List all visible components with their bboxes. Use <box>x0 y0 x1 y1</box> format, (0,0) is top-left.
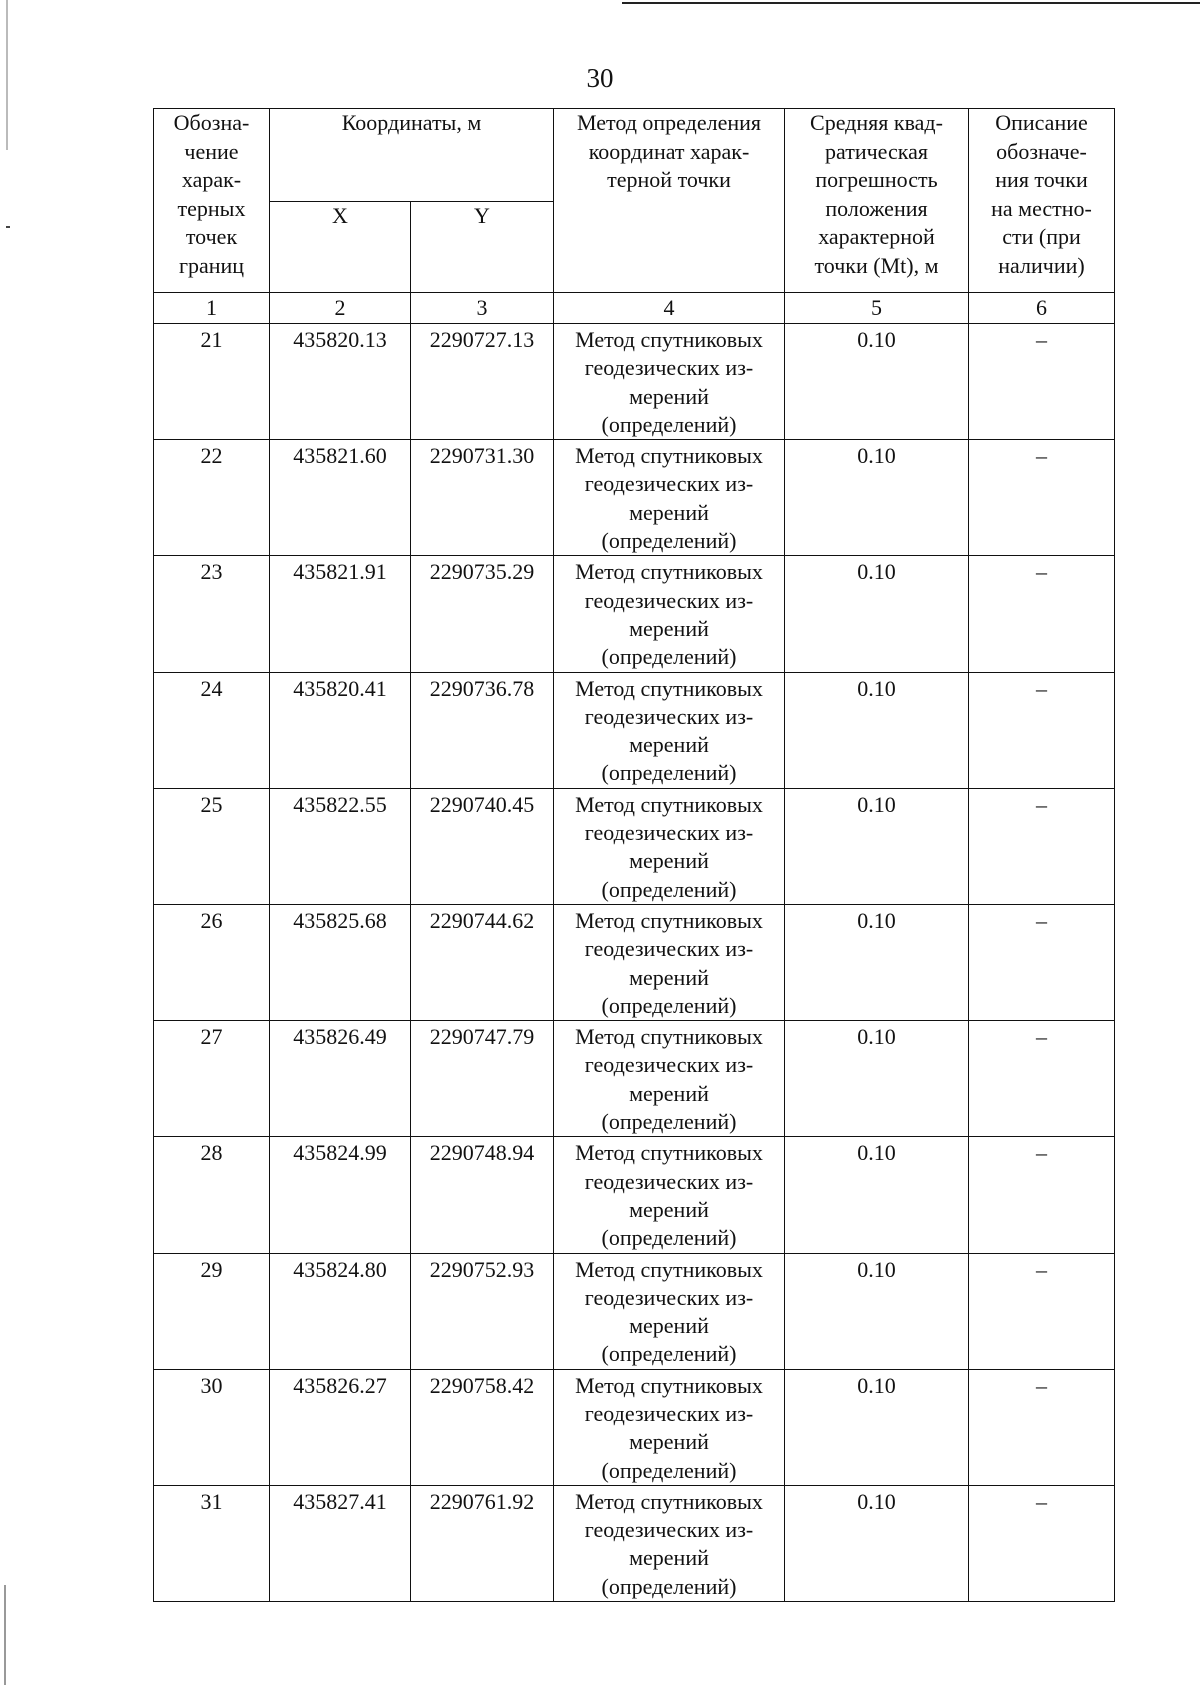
table-row <box>154 672 1115 788</box>
error-value: 0.10 <box>785 440 969 556</box>
error-value: 0.10 <box>785 672 969 788</box>
method-line: Метод спутниковых <box>575 1256 763 1282</box>
method-line: (определений) <box>601 1341 737 1367</box>
header-y: Y <box>411 202 554 293</box>
method-line: Метод спутниковых <box>575 443 763 469</box>
method-line: геодезических из- <box>584 1284 754 1310</box>
coord-y: 2290747.79 <box>411 1021 554 1137</box>
coord-x: 435824.99 <box>270 1137 411 1253</box>
method-line: мерений <box>629 848 709 874</box>
method-cell <box>554 1021 785 1137</box>
header-error <box>785 109 969 293</box>
column-number: 3 <box>411 293 554 324</box>
method-line: Метод спутниковых <box>575 791 763 817</box>
point-number: 21 <box>154 324 270 440</box>
method-line: геодезических из- <box>584 820 754 846</box>
method-line: геодезических из- <box>584 1168 754 1194</box>
coord-y: 2290735.29 <box>411 556 554 672</box>
header-description <box>969 109 1115 293</box>
method-line: Метод спутниковых <box>575 1024 763 1050</box>
point-description: – <box>969 904 1115 1020</box>
table-row <box>154 1137 1115 1253</box>
method-cell <box>554 904 785 1020</box>
method-line: (определений) <box>601 644 737 670</box>
method-line: Метод спутниковых <box>575 1372 763 1398</box>
header-method <box>554 109 785 293</box>
column-number: 1 <box>154 293 270 324</box>
method-line: Метод спутниковых <box>575 559 763 585</box>
header-line: характерной <box>818 224 935 249</box>
coord-x: 435820.13 <box>270 324 411 440</box>
coord-x: 435825.68 <box>270 904 411 1020</box>
method-line: мерений <box>629 964 709 990</box>
error-value: 0.10 <box>785 904 969 1020</box>
method-line: (определений) <box>601 1457 737 1483</box>
header-line: координат харак- <box>588 138 750 164</box>
column-number: 4 <box>554 293 785 324</box>
coord-x: 435826.49 <box>270 1021 411 1137</box>
header-line: Метод определения <box>576 110 762 135</box>
method-line: геодезических из- <box>584 936 754 962</box>
point-description: – <box>969 1369 1115 1485</box>
method-line: мерений <box>629 1196 709 1222</box>
header-designation <box>154 109 270 293</box>
header-line: точек <box>185 224 238 249</box>
coord-x: 435824.80 <box>270 1253 411 1369</box>
method-cell <box>554 1253 785 1369</box>
header-line: положения <box>825 195 928 221</box>
coord-y: 2290758.42 <box>411 1369 554 1485</box>
method-line: Метод спутниковых <box>575 675 763 701</box>
method-line: мерений <box>629 1545 709 1571</box>
table-row <box>154 1021 1115 1137</box>
method-line: (определений) <box>601 528 737 554</box>
method-line: Метод спутниковых <box>575 1140 763 1166</box>
scan-edge-shadow <box>4 1585 6 1685</box>
table-row <box>154 440 1115 556</box>
coord-y: 2290752.93 <box>411 1253 554 1369</box>
coord-x: 435821.91 <box>270 556 411 672</box>
column-number: 2 <box>270 293 411 324</box>
point-number: 23 <box>154 556 270 672</box>
point-number: 25 <box>154 788 270 904</box>
point-number: 24 <box>154 672 270 788</box>
point-description: – <box>969 1137 1115 1253</box>
table-row <box>154 1369 1115 1485</box>
coord-x: 435826.27 <box>270 1369 411 1485</box>
point-description: – <box>969 556 1115 672</box>
method-line: геодезических из- <box>584 1517 754 1543</box>
method-cell <box>554 440 785 556</box>
header-line: ния точки <box>995 167 1088 192</box>
error-value: 0.10 <box>785 324 969 440</box>
method-line: (определений) <box>601 411 737 437</box>
method-line: геодезических из- <box>584 355 754 381</box>
scan-edge-shadow <box>6 0 8 150</box>
header-line: харак- <box>181 167 242 192</box>
coord-y: 2290731.30 <box>411 440 554 556</box>
coord-y: 2290761.92 <box>411 1485 554 1601</box>
error-value: 0.10 <box>785 1369 969 1485</box>
header-line: обозначе- <box>996 138 1087 164</box>
header-line: погрешность <box>815 167 938 192</box>
table-row <box>154 324 1115 440</box>
coord-y: 2290736.78 <box>411 672 554 788</box>
header-line: точки (Mt), м <box>814 252 939 278</box>
coordinates-table <box>153 108 1115 1602</box>
coord-y: 2290748.94 <box>411 1137 554 1253</box>
table-row <box>154 788 1115 904</box>
coord-x: 435821.60 <box>270 440 411 556</box>
header-line: чение <box>184 138 239 164</box>
error-value: 0.10 <box>785 1021 969 1137</box>
header-line: терных <box>177 195 246 221</box>
point-description: – <box>969 672 1115 788</box>
page-number: 30 <box>586 63 614 93</box>
method-line: Метод спутниковых <box>575 907 763 933</box>
coord-y: 2290740.45 <box>411 788 554 904</box>
header-line: наличии) <box>998 252 1085 278</box>
point-description: – <box>969 324 1115 440</box>
point-description: – <box>969 1485 1115 1601</box>
error-value: 0.10 <box>785 1253 969 1369</box>
error-value: 0.10 <box>785 1137 969 1253</box>
point-description: – <box>969 1253 1115 1369</box>
method-line: мерений <box>629 1429 709 1455</box>
header-line: ратическая <box>825 138 928 164</box>
method-line: геодезических из- <box>584 471 754 497</box>
method-line: Метод спутниковых <box>575 1488 763 1514</box>
method-cell <box>554 672 785 788</box>
header-line: сти (при <box>1002 224 1081 249</box>
coord-x: 435827.41 <box>270 1485 411 1601</box>
method-line: (определений) <box>601 1225 737 1251</box>
table-row <box>154 904 1115 1020</box>
header-x: X <box>270 202 411 293</box>
method-line: (определений) <box>601 992 737 1018</box>
point-number: 31 <box>154 1485 270 1601</box>
method-cell <box>554 1485 785 1601</box>
point-number: 30 <box>154 1369 270 1485</box>
point-description: – <box>969 788 1115 904</box>
method-cell <box>554 1369 785 1485</box>
header-line: Средняя квад- <box>810 110 943 135</box>
method-line: геодезических из- <box>584 703 754 729</box>
method-line: (определений) <box>601 876 737 902</box>
method-line: (определений) <box>601 1573 737 1599</box>
coord-y: 2290744.62 <box>411 904 554 1020</box>
point-number: 26 <box>154 904 270 1020</box>
method-line: Метод спутниковых <box>575 327 763 352</box>
error-value: 0.10 <box>785 556 969 672</box>
coord-x: 435822.55 <box>270 788 411 904</box>
scan-border-line <box>622 2 1200 4</box>
method-line: мерений <box>629 1080 709 1106</box>
column-number-row <box>154 293 1115 324</box>
table-row <box>154 1253 1115 1369</box>
method-line: геодезических из- <box>584 1052 754 1078</box>
header-line: терной точки <box>607 167 731 192</box>
coord-x: 435820.41 <box>270 672 411 788</box>
table-body <box>154 324 1115 1602</box>
method-line: геодезических из- <box>584 1400 754 1426</box>
method-line: мерений <box>629 1313 709 1339</box>
error-value: 0.10 <box>785 788 969 904</box>
coord-y: 2290727.13 <box>411 324 554 440</box>
method-cell <box>554 556 785 672</box>
scan-speck <box>6 226 10 228</box>
header-coordinates: Координаты, м <box>270 109 554 202</box>
point-description: – <box>969 440 1115 556</box>
method-cell <box>554 324 785 440</box>
point-number: 22 <box>154 440 270 556</box>
method-cell <box>554 788 785 904</box>
method-line: мерений <box>629 383 709 409</box>
header-line: на местно- <box>991 195 1092 221</box>
point-description: – <box>969 1021 1115 1137</box>
method-line: мерений <box>629 615 709 641</box>
header-line: границ <box>178 252 245 278</box>
header-line: Обозна- <box>173 110 250 135</box>
method-line: (определений) <box>601 1109 737 1135</box>
column-number: 6 <box>969 293 1115 324</box>
method-line: (определений) <box>601 760 737 786</box>
error-value: 0.10 <box>785 1485 969 1601</box>
method-line: геодезических из- <box>584 587 754 613</box>
table-row <box>154 1485 1115 1601</box>
point-number: 28 <box>154 1137 270 1253</box>
point-number: 27 <box>154 1021 270 1137</box>
point-number: 29 <box>154 1253 270 1369</box>
column-number: 5 <box>785 293 969 324</box>
method-line: мерений <box>629 732 709 758</box>
method-cell <box>554 1137 785 1253</box>
header-line: Описание <box>995 110 1088 135</box>
method-line: мерений <box>629 499 709 525</box>
table-row <box>154 556 1115 672</box>
